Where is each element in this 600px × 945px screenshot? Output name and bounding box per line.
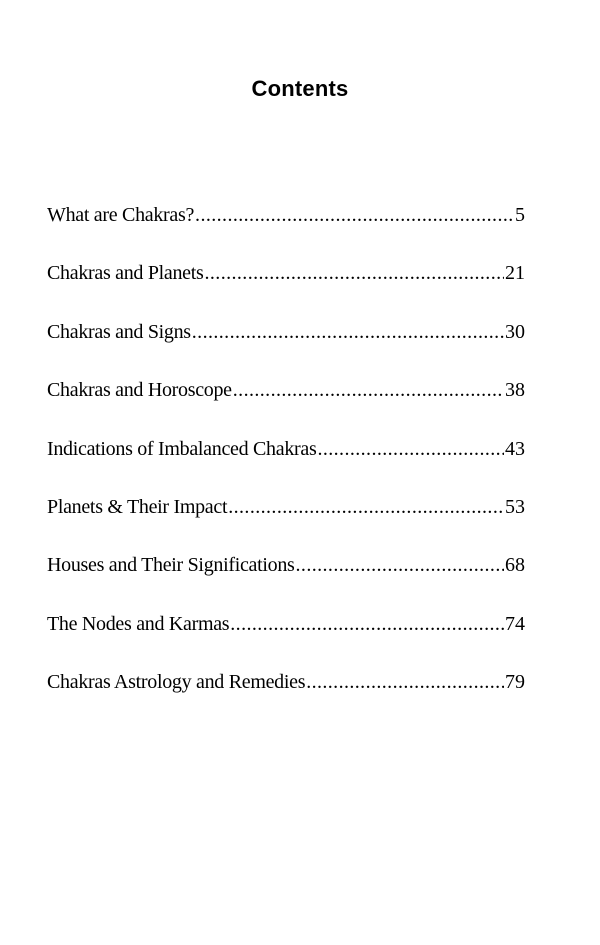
toc-entry — [47, 663, 525, 721]
dot-leader — [230, 605, 504, 643]
page-title: Contents — [251, 76, 349, 101]
toc-entry-title: What are Chakras? — [47, 204, 195, 226]
toc-entry — [47, 371, 525, 429]
dot-leader — [317, 430, 504, 468]
toc-entry-title: Chakras Astrology and Remedies — [47, 671, 306, 694]
toc-entry-page: 38 — [505, 379, 525, 402]
dot-leader — [296, 546, 504, 584]
toc-entry-title: Chakras and Signs — [47, 320, 191, 343]
toc-entry-page: 30 — [505, 320, 525, 343]
dot-leader — [192, 313, 504, 351]
toc-entry-page: 43 — [505, 437, 525, 460]
toc-entry-title: Chakras and Planets — [47, 262, 204, 285]
toc-entry-page: 53 — [505, 495, 525, 518]
toc-entry — [47, 313, 525, 371]
toc-entry — [47, 254, 525, 312]
toc-entry-page: 21 — [505, 262, 525, 285]
toc-entry — [47, 196, 525, 254]
toc-entry — [47, 546, 525, 604]
dot-leader — [228, 488, 504, 526]
toc-entry-title: Houses and Their Significations — [47, 554, 295, 577]
toc-entry-page: 68 — [505, 554, 525, 577]
toc-entry-title: The Nodes and Karmas — [47, 612, 230, 635]
toc-entry-title: Indications of Imbalanced Chakras — [47, 437, 317, 460]
dot-leader — [233, 371, 504, 409]
table-of-contents — [47, 196, 525, 722]
toc-entry — [47, 605, 525, 663]
toc-entry-page: 79 — [505, 671, 525, 694]
toc-entry — [47, 430, 525, 488]
toc-entry-title: Chakras and Horoscope — [47, 379, 232, 402]
toc-entry — [47, 488, 525, 546]
toc-entry-page: 5 — [515, 204, 525, 226]
dot-leader — [205, 254, 505, 292]
dot-leader — [195, 196, 514, 234]
dot-leader — [306, 663, 504, 701]
toc-entry-title: Planets & Their Impact — [47, 495, 228, 518]
toc-entry-page: 74 — [505, 612, 525, 635]
